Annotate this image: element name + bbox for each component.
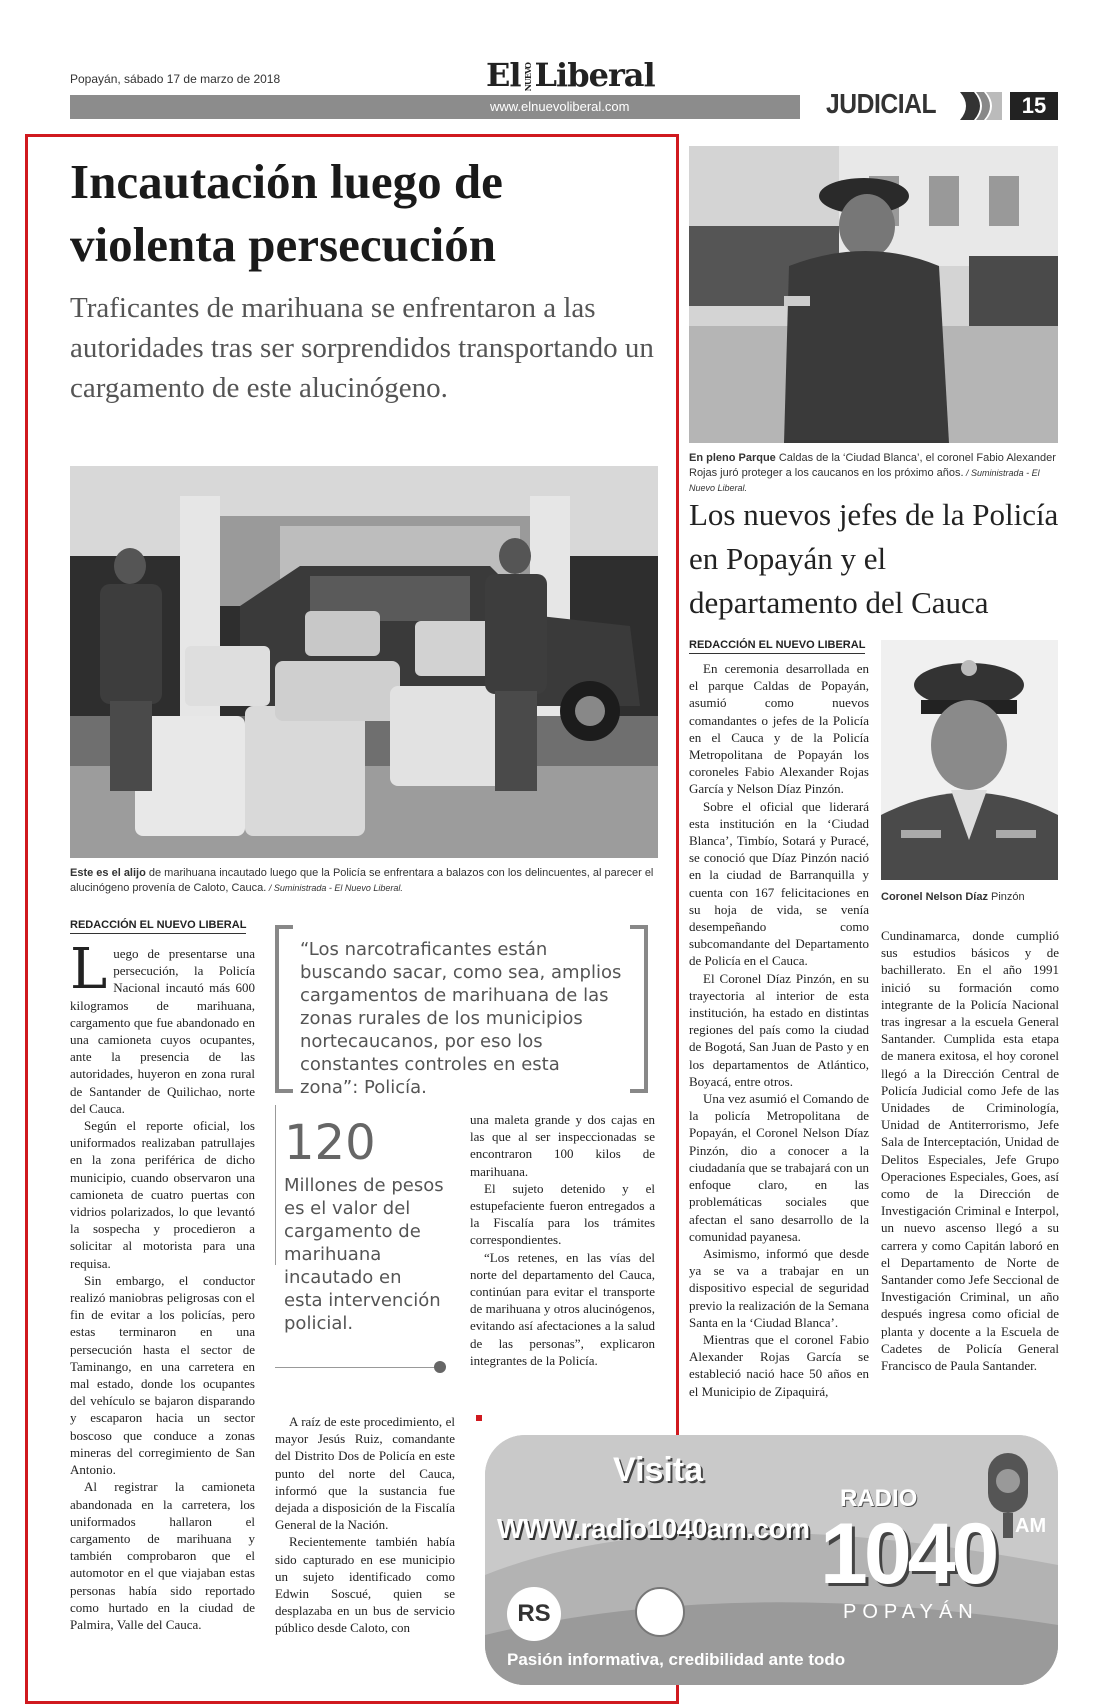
main-col1-p4: Al registrar la camioneta abandonada en la carretera, los uniformados hallaron el cargamento de marihuana y también comprobaron que el automotor en el que viajaban estas personas había sido reportado como hurtado en la ciudad de Palmira, Valle del Cauca. [70,1479,255,1632]
ceremony-caption-text: Caldas de la ‘Ciudad Blanca’, el coronel Fabio Alexander Rojas juró proteger a los caucanos en los próximo años. [689,452,1056,479]
main-col2-p2: Recientemente también había sido capturado en ese municipio un sujeto identificado como Edwin Soscué, quien se desplazaba en un bus de servicio público desde Caloto, con [275,1534,455,1636]
side-col2-p1: Cundinamarca, donde cumplió sus estudios básicos y de bachillerato. En el año 1991 inició su formación como integrante de la Policía Nacional tras ingresar a la escuela General Santander. Cumplida esta etapa de manera exitosa, el hoy coronel llegó a la Dirección Central de Policía Judicial como Jefe de las Unidades de Criminología, Unidad de Antiterrorismo, Jefe Sala de Interceptación, Unidad de Delitos Especiales, Jefe Grupo Operaciones Especiales, Goes, así como de la Dirección de Investigación Criminal e Interpol, un nuevo ascenso llegó a su carrera y como Capitán laboró en el Departamento de Norte de Santander como Jefe Seccional de Investigación Criminal, un año después ingresa como oficial de planta y docente a la Escuela de Cadetes de Policía General Francisco de Paula Santander. [881,928,1059,1374]
ad-url[interactable]: WWW.radio1040am.com [497,1513,810,1544]
ad-rs-logo: RS [507,1587,561,1641]
side-column-1 [689,660,869,1400]
main-column-1 [70,937,255,1633]
highlight-frame-article-top [476,1415,482,1421]
factbox-rule [275,1105,276,1265]
side-col1-p4: Una vez asumió el Comando de la policía Metropolitana de Popayán, el Coronel Nelson Díaz Pinzón, dio a conocer a la ciudadanía que se trabajará con un enfoque claro, en las problemáticas sociales que afectan el sano desarrollo de la comunidad payanesa. [689,1091,869,1244]
ceremony-caption-lead: En pleno Parque [689,452,776,464]
page-number: 15 [1010,92,1058,120]
ad-am: AM [1015,1515,1047,1537]
logo-el: El [486,56,521,94]
seizure-photo [70,466,658,858]
quote-bracket-left [275,925,293,1093]
main-col1-p2: Según el reporte oficial, los uniformados realizaban patrullajes en la zona periférica de dicho municipio, cuando observaron una camioneta de cuatro puertas con vidrios polarizados, lo que levantó la sospecha y procedieron a solicitar al motorista para una requisa. [70,1118,255,1271]
caption-text: de marihuana incautado luego que la Policía se enfrentara a balazos con los delincuentes, al parecer el alucinógeno provenía de Caloto, Cauca. [70,867,654,894]
side-byline: REDACCIÓN EL NUEVO LIBERAL [689,639,865,654]
header-bar [70,95,800,119]
main-col1-p3: Sin embargo, el conductor realizó maniobras peligrosas con el fin de evitar a los policías, pero estas terminaron en una persecución hasta el sector de Taminango, en una carretera en mal estado, donde los ocupantes del vehículo se bajaron disparando y escaparon hacia un sector boscoso que conduce a zonas mineras del corregimiento de San Antonio. [70,1272,255,1478]
portrait-caption [881,890,1025,905]
portrait-photo [881,640,1058,880]
portrait-caption-text: Pinzón [987,891,1025,903]
section-title: JUDICIAL [826,88,937,119]
site-url[interactable]: www.elnuevoliberal.com [490,99,630,114]
ad-frequency: 1040 [820,1506,996,1602]
main-col3-p2: El sujeto detenido y el estupefaciente fueron entregados a la Fiscalía para los trámites correspondientes. [470,1180,655,1248]
side-col1-p1: En ceremonia desarrollada en el parque Caldas de Popayán, asumió como nuevos comandantes o jefes de la Policía en el Cauca y de la Policía Metropolitana de Popayán los coroneles Fabio Alexander Rojas García y Nelson Díaz Pinzón. [689,661,869,797]
side-col1-p3: El Coronel Díaz Pinzón, en su trayectoria al interior de esta institución, ha estado en distintas regiones del país como la ciudad de Bogotá, San Juan de Pasto y en los departamentos de Atlántico, Boyacá, entre otros. [689,970,869,1089]
issue-date: Popayán, sábado 17 de marzo de 2018 [70,72,281,86]
main-col3-p1: una maleta grande y dos cajas en las que al ser inspeccionadas se encontraron 100 kilos de marihuana. [470,1112,655,1179]
main-deck: Traficantes de marihuana se enfrentaron a las autoridades tras ser sorprendidos transportando un cargamento de este alucinógeno. [70,292,654,404]
drop-cap: L [70,937,108,1002]
section-chevron-icon [960,92,1002,120]
main-col3-p3: “Los retenes, en las vías del norte del departamento del Cauca, continúan para evitar el transporte de marihuana y otros alucinógenos, evitando así afectaciones a la salud de las personas”, explicaron integrantes de la Policía. [470,1249,655,1368]
side-col1-p5: Asimismo, informó que desde ya se va a trabajar en un dispositivo especial de seguridad previo la realización de la Semana Santa en la ‘Ciudad Blanca’. [689,1245,869,1330]
ad-slogan: Pasión informativa, credibilidad ante todo [507,1650,846,1669]
main-column-2 [275,1413,455,1637]
fact-text: Millones de pesos es el valor del cargamento de marihuana incautado en esta intervención policial. [284,1175,444,1334]
main-column-3 [470,1111,655,1369]
factbox-underline [275,1367,440,1368]
ceremony-caption-credit: / Suministrada - El Nuevo Liberal. [689,468,1040,493]
main-byline: REDACCIÓN EL NUEVO LIBERAL [70,919,246,934]
main-col2-p1: A raíz de este procedimiento, el mayor Jesús Ruiz, comandante del Distrito Dos de Policía en este punto del norte del Cauca, informó que la sustancia fue dejada a disposición de la Fiscalía General de la Nación. [275,1414,455,1533]
radio-ad[interactable] [485,1435,1058,1685]
fact-number: 120 [284,1115,376,1171]
seizure-photo-caption [70,866,660,896]
side-col1-p2: Sobre el oficial que liderará esta institución en la ‘Ciudad Blanca’, Timbío, Sotará y Puracé, se conoció que Díaz Pinzón nació en la ciudad de Barranquilla y cuenta con 167 felicitaciones en su hoja de vida, se venía desempeñando como subcomandante del Departamento de Policía en el Cauca. [689,798,869,969]
microphone-icon [973,1453,1043,1543]
caption-credit: / Suministrada - El Nuevo Liberal. [266,883,403,893]
caption-lead: Este es el alijo [70,867,146,879]
ceremony-photo [689,146,1058,443]
portrait-caption-bold: Coronel Nelson Díaz [881,891,988,903]
side-column-2 [881,927,1059,1374]
ad-city: POPAYÁN [843,1601,979,1623]
logo-liberal: Liberal [534,56,655,94]
pull-quote: “Los narcotraficantes están buscando sacar, como sea, amplios cargamentos de marihuana de las zonas rurales de los municipios nortecaucanos, por eso los constantes controles en esta zona”: Policía. [300,939,622,1098]
ad-emblem-icon [635,1587,685,1637]
main-headline: Incautación luego de violenta persecución [70,154,503,272]
quote-bracket-right [630,925,648,1093]
factbox-dot [434,1361,446,1373]
newspaper-logo [486,56,655,94]
ceremony-photo-caption [689,451,1059,496]
main-col1-p1: uego de presentarse una persecución, la Policía Nacional incautó más 600 kilogramos de marihuana, cargamento que fue abandonado en una camioneta cuyos ocupantes, ante la presencia de las autoridades, huyeron en zona rural de Santander de Quilichao, norte del Cauca. [70,946,255,1116]
logo-nuevo: NUEVO [522,63,533,92]
ad-radio: RADIO [840,1485,918,1512]
side-headline: Los nuevos jefes de la Policía en Popayán y el departamento del Cauca [689,497,1059,620]
ad-visita: Visita [613,1451,704,1489]
side-col1-p6: Mientras que el coronel Fabio Alexander Rojas García se estableció nació hace 50 años en el Municipio de Zipaquirá, [689,1331,869,1399]
